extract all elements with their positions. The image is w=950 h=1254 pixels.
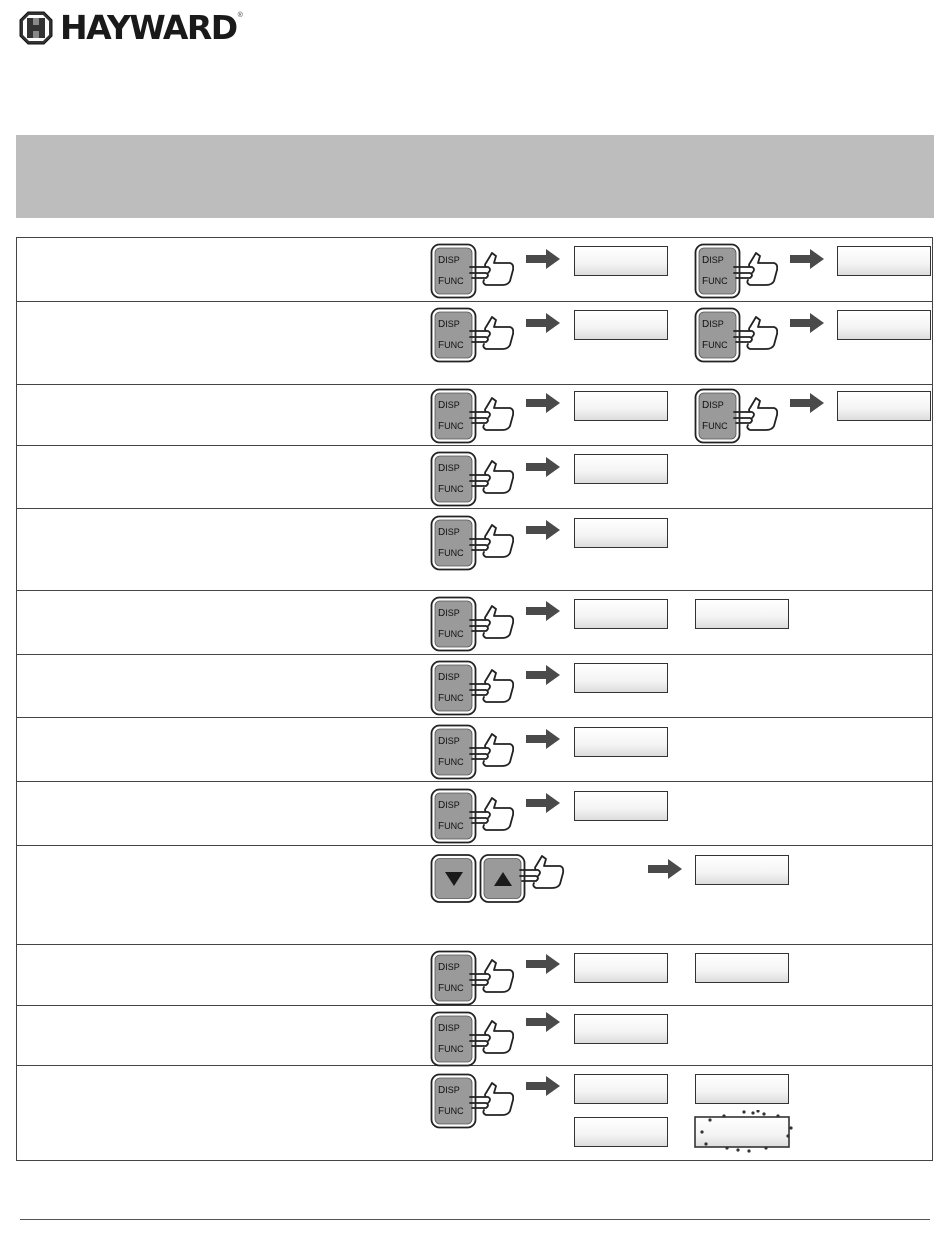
- right-arrow-icon: [526, 729, 560, 749]
- disp-func-button-icon: [694, 307, 778, 363]
- hayward-logo: [18, 10, 243, 46]
- lcd-display: [695, 1074, 789, 1104]
- right-arrow-icon: [526, 249, 560, 269]
- lcd-display: [837, 310, 931, 340]
- right-arrow-icon: [526, 457, 560, 477]
- right-arrow-icon: [790, 313, 824, 333]
- lcd-display: [574, 518, 668, 548]
- disp-func-button-icon: [430, 950, 514, 1006]
- lcd-display: [574, 727, 668, 757]
- disp-func-button-icon: [430, 243, 514, 299]
- lcd-display: [574, 791, 668, 821]
- lcd-display: [574, 454, 668, 484]
- disp-func-button-icon: [430, 451, 514, 507]
- table-row: [17, 718, 932, 782]
- disp-func-button-icon: [694, 388, 778, 444]
- blinking-display-icon: [694, 1110, 794, 1154]
- registered-mark: ®: [237, 12, 243, 19]
- table-row: [17, 782, 932, 846]
- table-row: [17, 591, 932, 655]
- lcd-display: [837, 246, 931, 276]
- lcd-display: [574, 1074, 668, 1104]
- disp-func-button-icon: [430, 596, 514, 652]
- right-arrow-icon: [526, 665, 560, 685]
- right-arrow-icon: [526, 1076, 560, 1096]
- table-row: [17, 302, 932, 385]
- disp-func-button-icon: [430, 388, 514, 444]
- lcd-display: [574, 663, 668, 693]
- lcd-display: [574, 310, 668, 340]
- right-arrow-icon: [526, 954, 560, 974]
- disp-func-button-icon: [430, 1011, 514, 1067]
- lcd-display: [574, 953, 668, 983]
- table-row: [17, 1006, 932, 1066]
- right-arrow-icon: [790, 393, 824, 413]
- table-row: [17, 509, 932, 591]
- right-arrow-icon: [526, 1012, 560, 1032]
- lcd-display: [695, 855, 789, 885]
- disp-func-button-icon: [430, 307, 514, 363]
- procedure-table: [16, 237, 933, 1161]
- right-arrow-icon: [526, 313, 560, 333]
- right-arrow-icon: [526, 601, 560, 621]
- brand-name: HAYWARD: [60, 8, 237, 47]
- right-arrow-icon: [790, 249, 824, 269]
- right-arrow-icon: [526, 793, 560, 813]
- lcd-display: [574, 391, 668, 421]
- right-arrow-icon: [526, 393, 560, 413]
- up-down-keys-icon: [430, 852, 565, 904]
- right-arrow-icon: [648, 859, 682, 879]
- hayward-h-shield-icon: [18, 10, 54, 46]
- lcd-display: [574, 599, 668, 629]
- disp-func-button-icon: [430, 724, 514, 780]
- lcd-display: [574, 246, 668, 276]
- section-banner: [16, 135, 934, 218]
- disp-func-button-icon: [430, 515, 514, 571]
- right-arrow-icon: [526, 520, 560, 540]
- footer-divider: [20, 1219, 930, 1220]
- disp-func-button-icon: [430, 660, 514, 716]
- lcd-display: [837, 391, 931, 421]
- disp-func-button-icon: [430, 788, 514, 844]
- table-row: [17, 1066, 932, 1162]
- disp-func-button-icon: [430, 1073, 514, 1129]
- lcd-display: [695, 599, 789, 629]
- lcd-display: [695, 953, 789, 983]
- table-row: [17, 945, 932, 1006]
- lcd-display: [574, 1117, 668, 1147]
- disp-func-button-icon: [694, 243, 778, 299]
- table-row: [17, 446, 932, 509]
- table-row: [17, 655, 932, 718]
- table-row: [17, 385, 932, 446]
- lcd-display: [574, 1014, 668, 1044]
- table-row: [17, 238, 932, 302]
- table-row: [17, 846, 932, 945]
